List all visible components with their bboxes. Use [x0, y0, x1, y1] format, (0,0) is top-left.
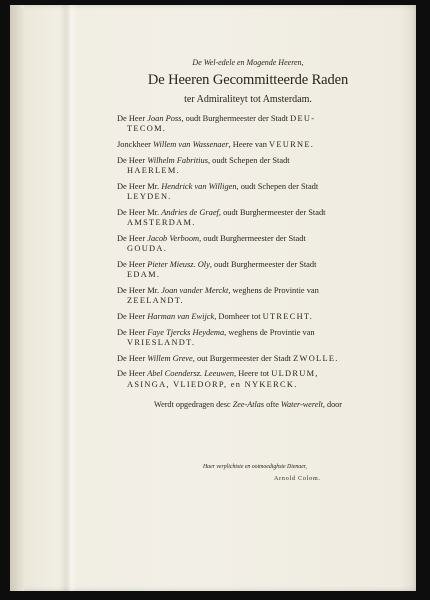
person-name: Joan vander Merckt — [161, 285, 229, 295]
closing-line: Werdt opgedragen desc Zee-Atlas ofte Water-werelt, door — [154, 400, 342, 409]
person-name: Hendrick van Willigen — [161, 181, 237, 191]
page-title: De Heeren Gecommitteerde Raden — [147, 72, 349, 88]
person-name: Willem Greve — [147, 353, 193, 363]
list-item: De Heer Abel Coendersz. Leeuwen, Heere tot ULDRUM, ASINGA, VLIEDORP, en NYKERCK. — [117, 369, 319, 389]
person-name: Willem van Wassenaer — [153, 140, 229, 149]
list-item: De Heer Mr. Andries de Graef, oudt Burghermeester der Stadt AMSTERDAM. — [117, 207, 326, 227]
page-fold — [59, 5, 77, 591]
person-name: Faye Tjercks Heydema — [147, 327, 225, 337]
person-name: Jacob Verboom — [147, 233, 200, 243]
list-item: De Heer Jacob Verboom, oudt Burghermeester der Stadt GOUDA. — [117, 233, 306, 253]
signature-salutation: Haer verplichtste en ootmoedighste Dienaer, — [203, 464, 307, 470]
page-edge — [10, 5, 24, 591]
person-name: Harman van Ewijck — [147, 311, 215, 321]
page-subtitle: ter Admiraliteyt tot Amsterdam. — [184, 94, 312, 105]
list-item: De Heer Faye Tjercks Heydema, weghens de Provintie van VRIESLANDT. — [117, 327, 315, 347]
signature-name: Arnold Colom. — [274, 476, 321, 482]
list-item: De Heer Harman van Ewijck, Domheer tot UTRECHT. — [117, 311, 314, 321]
dedication-heading: De Wel-edele en Mogende Heeren, — [192, 58, 304, 67]
dignitaries-list — [117, 114, 379, 395]
person-name: Abel Coendersz. Leeuwen — [147, 369, 234, 379]
person-name: Andries de Graef — [161, 207, 219, 217]
person-name: Wilhelm Fabritius — [147, 155, 208, 165]
person-name: Joan Poss — [147, 114, 182, 123]
list-item: De Heer Mr. Joan vander Merckt, weghens de Provintie van ZEELANDT. — [117, 285, 319, 305]
list-item: De Heer Joan Poss, oudt Burghermeester der Stadt DEU- TECOM. — [117, 114, 316, 134]
list-item: De Heer Mr. Hendrick van Willigen, oudt Schepen der Stadt LEYDEN. — [117, 181, 319, 201]
person-name: Pieter Mieusz. Oly — [147, 259, 210, 269]
list-item: De Heer Willem Greve, out Burgermeester der Stadt ZWOLLE. — [117, 353, 339, 363]
list-item: De Heer Wilhelm Fabritius, oudt Schepen der Stadt HAERLEM. — [117, 155, 290, 175]
list-item: Jonckheer Willem van Wassenaer, Heere van VEURNE. — [117, 140, 315, 149]
list-item: De Heer Pieter Mieusz. Oly, oudt Burghermeester der Stadt EDAM. — [117, 259, 317, 279]
